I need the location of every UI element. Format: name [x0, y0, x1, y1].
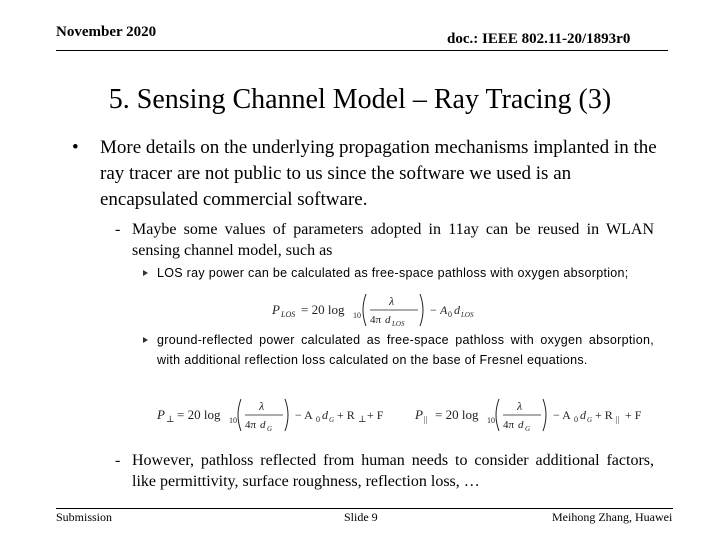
equation-los: [270, 290, 450, 330]
svg-text:4π: 4π: [370, 314, 382, 326]
svg-text:d: d: [385, 314, 391, 326]
header-doc-id: doc.: IEEE 802.11-20/1893r0: [447, 31, 631, 47]
svg-text:⊥: ⊥: [166, 414, 175, 424]
svg-text:λ: λ: [517, 399, 523, 413]
svg-text:G: G: [525, 425, 531, 433]
svg-text:G: G: [587, 416, 593, 424]
svg-text:10: 10: [229, 416, 237, 425]
bullet-marker: •: [72, 137, 79, 158]
bullet-text-1: More details on the underlying propagation mechanisms implanted in the ray tracer are not public to us since the software we used is an encapsulated commercial software.: [100, 137, 657, 210]
svg-text:= 20 log: = 20 log: [435, 407, 479, 422]
footer-submission: Submission: [56, 510, 113, 524]
equation-perpendicular: [155, 395, 405, 435]
svg-text:4π: 4π: [245, 419, 257, 431]
svg-text:λ: λ: [389, 294, 395, 308]
dash-marker-1: -: [115, 221, 121, 238]
svg-text:||: ||: [616, 415, 620, 424]
item-text-los: LOS ray power can be calculated as free-space pathloss with oxygen absorption;: [157, 266, 629, 280]
svg-text:A: A: [440, 303, 448, 317]
svg-text:10: 10: [487, 416, 495, 425]
item-text-ground-reflected: ground-reflected power calculated as free-space pathloss with oxygen absorption, with additional reflection loss calculated on the base of Fresnel equations.: [157, 333, 654, 367]
svg-text:10: 10: [353, 311, 361, 320]
equation-parallel: [413, 395, 663, 435]
svg-text:+ R: + R: [337, 408, 355, 422]
svg-text:− A: − A: [553, 408, 571, 422]
svg-text:0: 0: [316, 415, 320, 424]
svg-text:LOS: LOS: [281, 310, 296, 319]
svg-text:0: 0: [574, 415, 578, 424]
svg-text:LOS: LOS: [392, 320, 405, 328]
svg-text:−: −: [430, 303, 437, 317]
svg-text:G: G: [329, 416, 335, 424]
svg-text:4π: 4π: [503, 419, 515, 431]
header-date: November 2020: [56, 24, 157, 40]
svg-text:− A: − A: [295, 408, 313, 422]
svg-text:d: d: [580, 408, 586, 422]
svg-text:||: ||: [424, 415, 428, 424]
footer-author: Meihong Zhang, Huawei: [552, 510, 673, 524]
svg-text:d: d: [454, 303, 460, 317]
header-rule: [56, 50, 668, 51]
svg-text:d: d: [260, 419, 266, 431]
svg-text:⊥: ⊥: [358, 414, 367, 424]
triangle-bullet-icon: [143, 337, 148, 343]
footer-slide-number: Slide 9: [344, 510, 378, 524]
svg-text:d: d: [518, 419, 524, 431]
svg-text:+ R: + R: [595, 408, 613, 422]
svg-text:+ F: + F: [367, 408, 384, 422]
equation-los-tail: [440, 290, 500, 330]
svg-text:= 20 log: = 20 log: [301, 302, 345, 317]
svg-text:P: P: [415, 407, 423, 422]
dash-marker-2: -: [115, 452, 121, 469]
svg-text:d: d: [322, 408, 328, 422]
triangle-bullet-icon: [143, 270, 148, 276]
sub-bullet-text-1: Maybe some values of parameters adopted in 11ay can be reused in WLAN sensing channel model, such as: [132, 221, 654, 259]
svg-text:P: P: [272, 302, 280, 317]
footer-rule: [56, 508, 673, 509]
sub-bullet-text-2: However, pathloss reflected from human needs to consider additional factors, like permittivity, surface roughness, reflection loss, …: [132, 452, 654, 490]
svg-text:0: 0: [448, 310, 452, 319]
svg-text:P: P: [157, 407, 165, 422]
svg-text:λ: λ: [259, 399, 265, 413]
svg-text:+ F: + F: [625, 408, 642, 422]
svg-text:G: G: [267, 425, 273, 433]
svg-text:= 20 log: = 20 log: [177, 407, 221, 422]
slide-title: 5. Sensing Channel Model – Ray Tracing (3): [108, 84, 612, 115]
svg-text:LOS: LOS: [461, 311, 474, 319]
